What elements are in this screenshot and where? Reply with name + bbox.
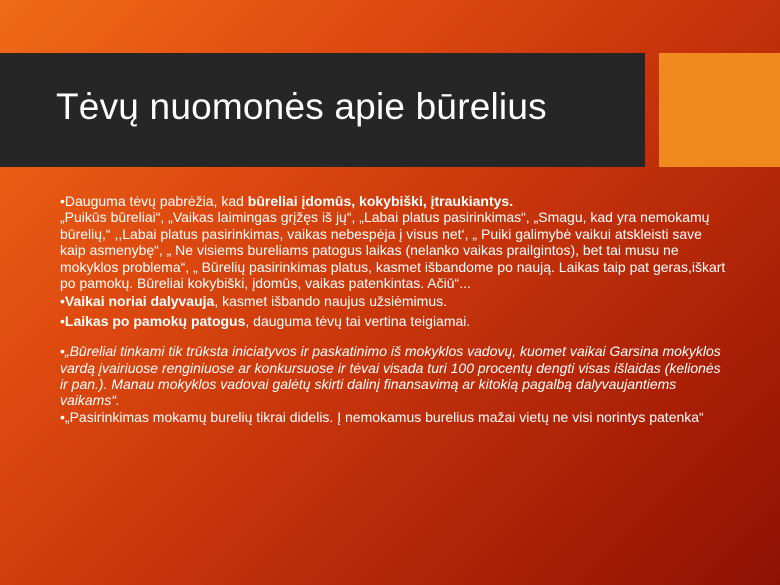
spacer [60, 329, 730, 343]
paragraph-lead: •Dauguma tėvų pabrėžia, kad [60, 193, 248, 209]
paragraph-highlight: Vaikai noriai dalyvauja [64, 293, 215, 310]
slide-body [60, 193, 730, 425]
paragraph-participation [60, 293, 730, 309]
bullet: • [60, 293, 65, 310]
choice-quote: •„Pasirinkimas mokamų burelių tikrai didelis. Į nemokamus burelius mažai vietų ne visi norintys patenka“ [60, 408, 704, 425]
paragraph-highlight: būreliai įdomūs, kokybiški, įtraukiantys. [247, 193, 514, 209]
paragraph-parent-opinions [60, 193, 730, 291]
accent-square [659, 53, 780, 167]
parent-quotes: „Puikūs būreliai“, „Vaikas laimingas grįžęs iš jų“, „Labai platus pasirinkimas“, „Smagu, kad yra nemokamų būrelių,“ ,,Labai platus pasirinkimas, vaikas nebespėja į visus net‘, „ Puiki galimybė vaikui atskleisti save kaip asmenybę“, „ Ne visiems bureliams patogus laikas (nelanko vaikas prailgintos), bet tai musu ne mokyklos problema“, „ Būrelių pasirinkimas platus, kasmet išbandome po naują. Laikas taip pat geras,iškart po pamokų. Būreliai kokybiški, įdomūs, vaikas patenkintas. Ačiū“... [60, 209, 726, 292]
paragraph-funding-quote [60, 343, 730, 409]
paragraph-schedule [60, 313, 730, 329]
paragraph-highlight: Laikas po pamokų patogus [64, 312, 246, 329]
paragraph-rest: , dauguma tėvų tai vertina teigiamai. [245, 312, 471, 329]
paragraph-choice-quote [60, 409, 730, 425]
slide-title: Tėvų nuomonės apie būrelius [56, 86, 547, 127]
funding-quote: „Būreliai tinkami tik trūksta iniciatyvos ir paskatinimo iš mokyklos vadovų, kuomet vaikai Garsina mokyklos vardą įvairiuose renginiuose ar konkursuose ir tėvai visada turi 100 procentų dengti visas išlaidas (kelionės ir pan.). Manau mokyklos vadovai galėtų skirti dalinį finansavimą ar kitokią pagalbą dalyvaujantiems vaikams“. [60, 343, 721, 409]
paragraph-rest: , kasmet išbando naujus užsiėmimus. [214, 293, 447, 310]
bullet: • [60, 343, 65, 360]
bullet: • [60, 312, 65, 329]
